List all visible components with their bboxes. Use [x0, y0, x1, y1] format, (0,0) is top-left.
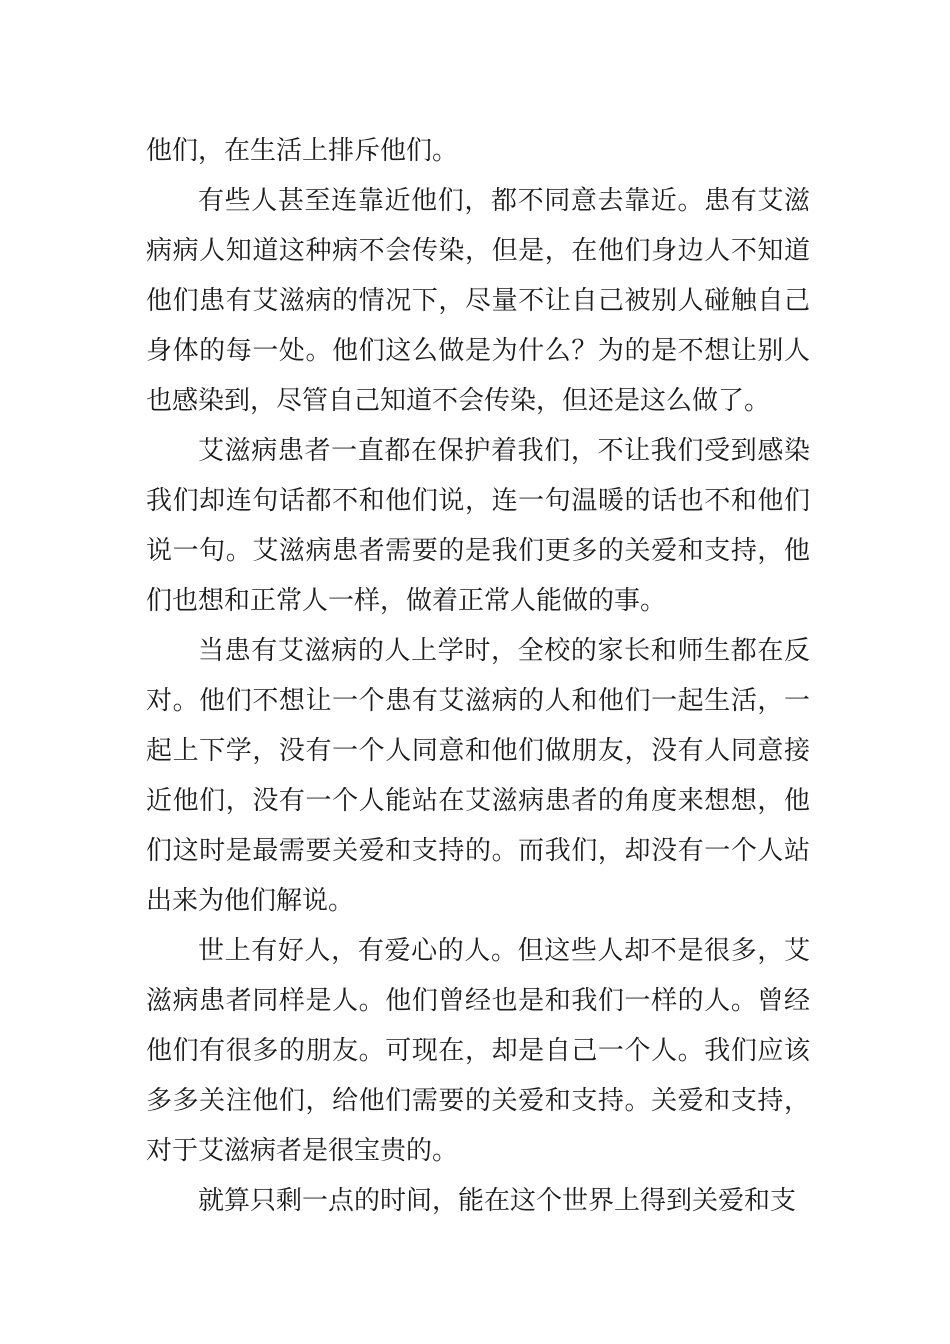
- paragraph: 艾滋病患者一直都在保护着我们，不让我们受到感染我们却连句话都不和他们说，连一句温暖的话也不和他们说一句。艾滋病患者需要的是我们更多的关爱和支持，他们也想和正常人一样，做着正常人能做的事。: [146, 436, 810, 616]
- paragraph: 世上有好人，有爱心的人。但这些人却不是很多，艾滋病患者同样是人。他们曾经也是和我们一样的人。曾经他们有很多的朋友。可现在，却是自己一个人。我们应该多多关注他们，给他们需要的关爱和支持。关爱和支持，对于艾滋病者是很宝贵的。: [146, 936, 810, 1166]
- paragraph: 当患有艾滋病的人上学时，全校的家长和师生都在反对。他们不想让一个患有艾滋病的人和他们一起生活，一起上下学，没有一个人同意和他们做朋友，没有人同意接近他们，没有一个人能站在艾滋病患者的角度来想想，他们这时是最需要关爱和支持的。而我们，却没有一个人站出来为他们解说。: [146, 636, 810, 916]
- paragraph: 有些人甚至连靠近他们，都不同意去靠近。患有艾滋病病人知道这种病不会传染，但是，在他们身边人不知道他们患有艾滋病的情况下，尽量不让自己被别人碰触自己身体的每一处。他们这么做是为什么？为的是不想让别人也感染到，尽管自己知道不会传染，但还是这么做了。: [146, 186, 810, 416]
- paragraph-continuation: 他们，在生活上排斥他们。: [146, 136, 459, 166]
- body-text: [146, 126, 810, 1226]
- paragraph: 就算只剩一点的时间，能在这个世界上得到关爱和支: [198, 1186, 797, 1216]
